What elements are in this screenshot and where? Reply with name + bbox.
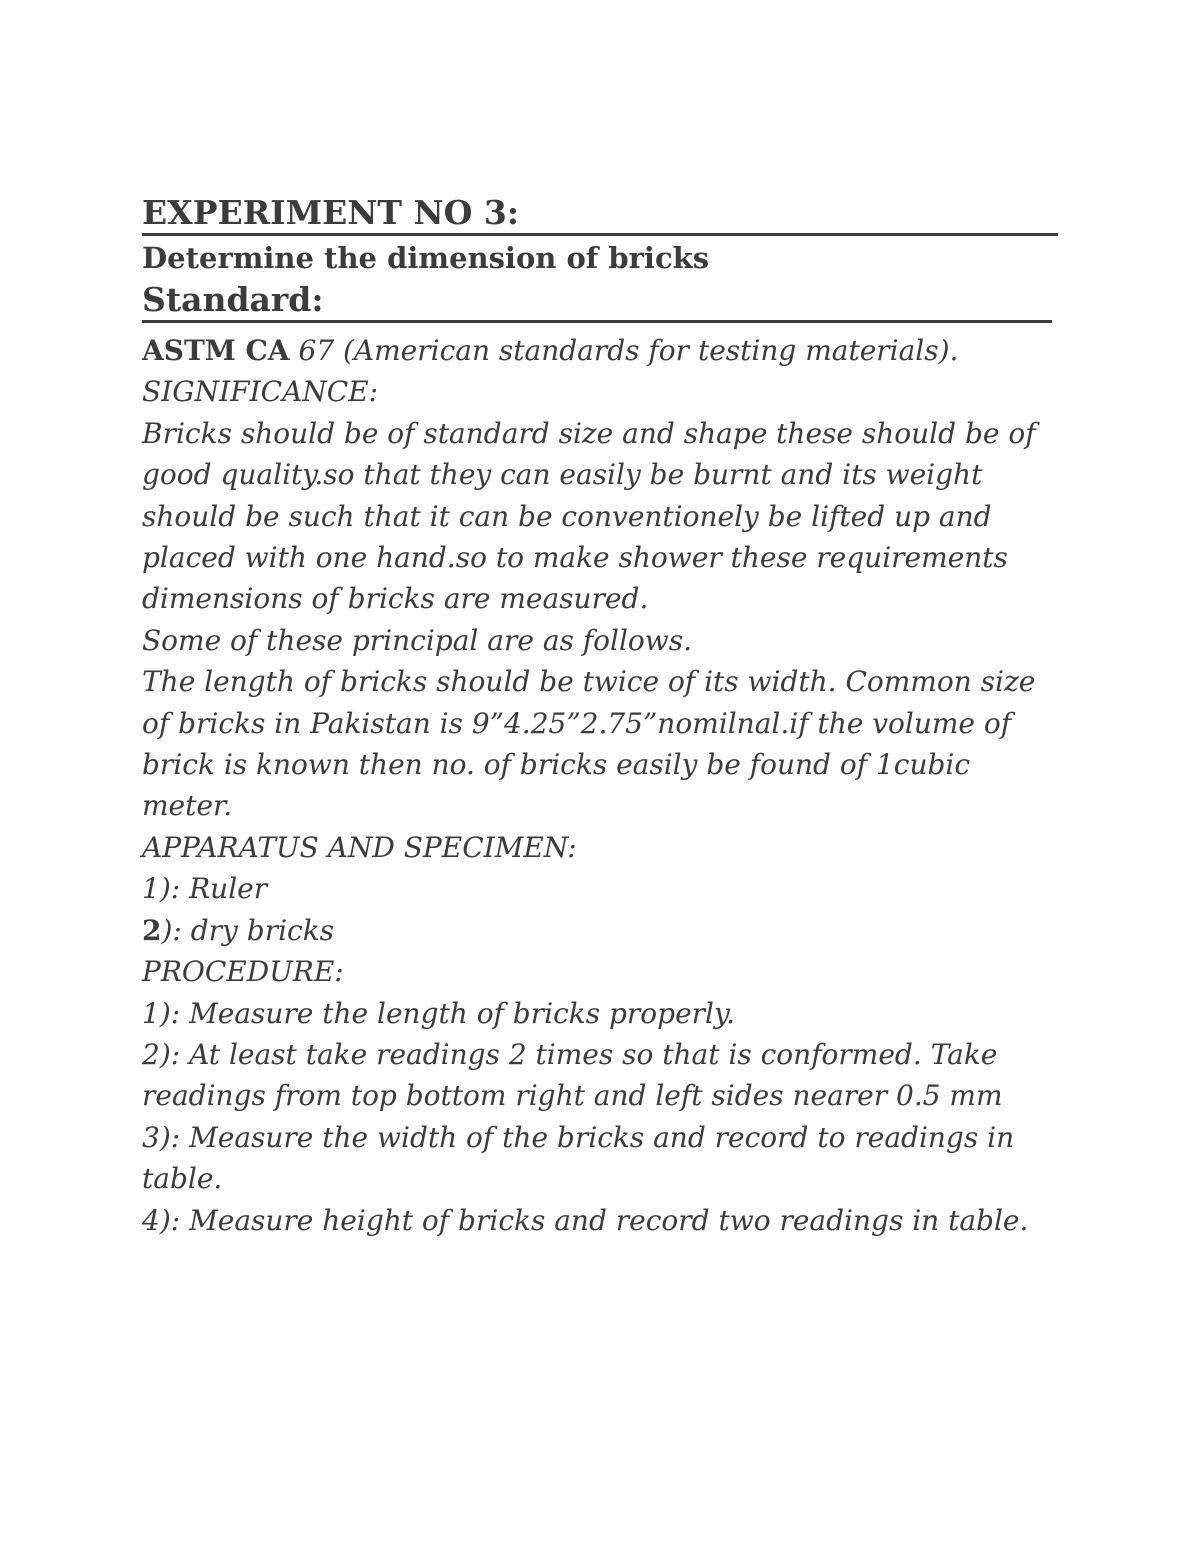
text-line: 2): At least take readings 2 times so that is conformed. Take bbox=[142, 1037, 998, 1071]
text-line: 1): Measure the length of bricks properly. bbox=[142, 996, 735, 1030]
text-line: readings from top bottom right and left sides nearer 0.5 mm bbox=[142, 1079, 1003, 1113]
standard-line bbox=[142, 330, 1062, 371]
item-text: ): dry bricks bbox=[161, 913, 335, 947]
text-line: The length of bricks should be twice of its width. Common size bbox=[142, 665, 1036, 699]
text-line: SIGNIFICANCE: bbox=[142, 375, 379, 409]
text-line: APPARATUS AND SPECIMEN: bbox=[142, 830, 577, 864]
text-line: PROCEDURE: bbox=[142, 955, 344, 989]
text-line: dimensions of bricks are measured. bbox=[142, 582, 649, 616]
standard-description: 67 (American standards for testing materials). bbox=[289, 334, 959, 367]
text-line: table. bbox=[142, 1162, 223, 1196]
document-content bbox=[142, 193, 1062, 1241]
text-line: Some of these principal are as follows. bbox=[142, 623, 693, 657]
experiment-title: EXPERIMENT NO 3: bbox=[142, 193, 1058, 236]
text-line: placed with one hand.so to make shower these requirements bbox=[142, 541, 1008, 575]
text-line: good quality.so that they can easily be burnt and its weight bbox=[142, 458, 983, 492]
text-line: of bricks in Pakistan is 9”4.25”2.75”nomilnal.if the volume of bbox=[142, 706, 1012, 740]
text-line: 3): Measure the width of the bricks and record to readings in bbox=[142, 1120, 1015, 1154]
experiment-subtitle: Determine the dimension of bricks bbox=[142, 241, 710, 275]
text-line: meter. bbox=[142, 789, 233, 823]
text-line: 1): Ruler bbox=[142, 872, 268, 906]
text-line: Bricks should be of standard size and shape these should be of bbox=[142, 416, 1036, 450]
body-text bbox=[142, 330, 1062, 1241]
standard-code: ASTM CA bbox=[142, 334, 290, 367]
text-line: brick is known then no. of bricks easily be found of 1cubic bbox=[142, 748, 971, 782]
item-number: 2 bbox=[142, 913, 162, 947]
text-line: 4): Measure height of bricks and record two readings in table. bbox=[142, 1203, 1029, 1237]
standard-heading: Standard: bbox=[142, 280, 1052, 323]
text-line: should be such that it can be conventionely be lifted up and bbox=[142, 499, 992, 533]
apparatus-item-2 bbox=[142, 910, 1062, 951]
